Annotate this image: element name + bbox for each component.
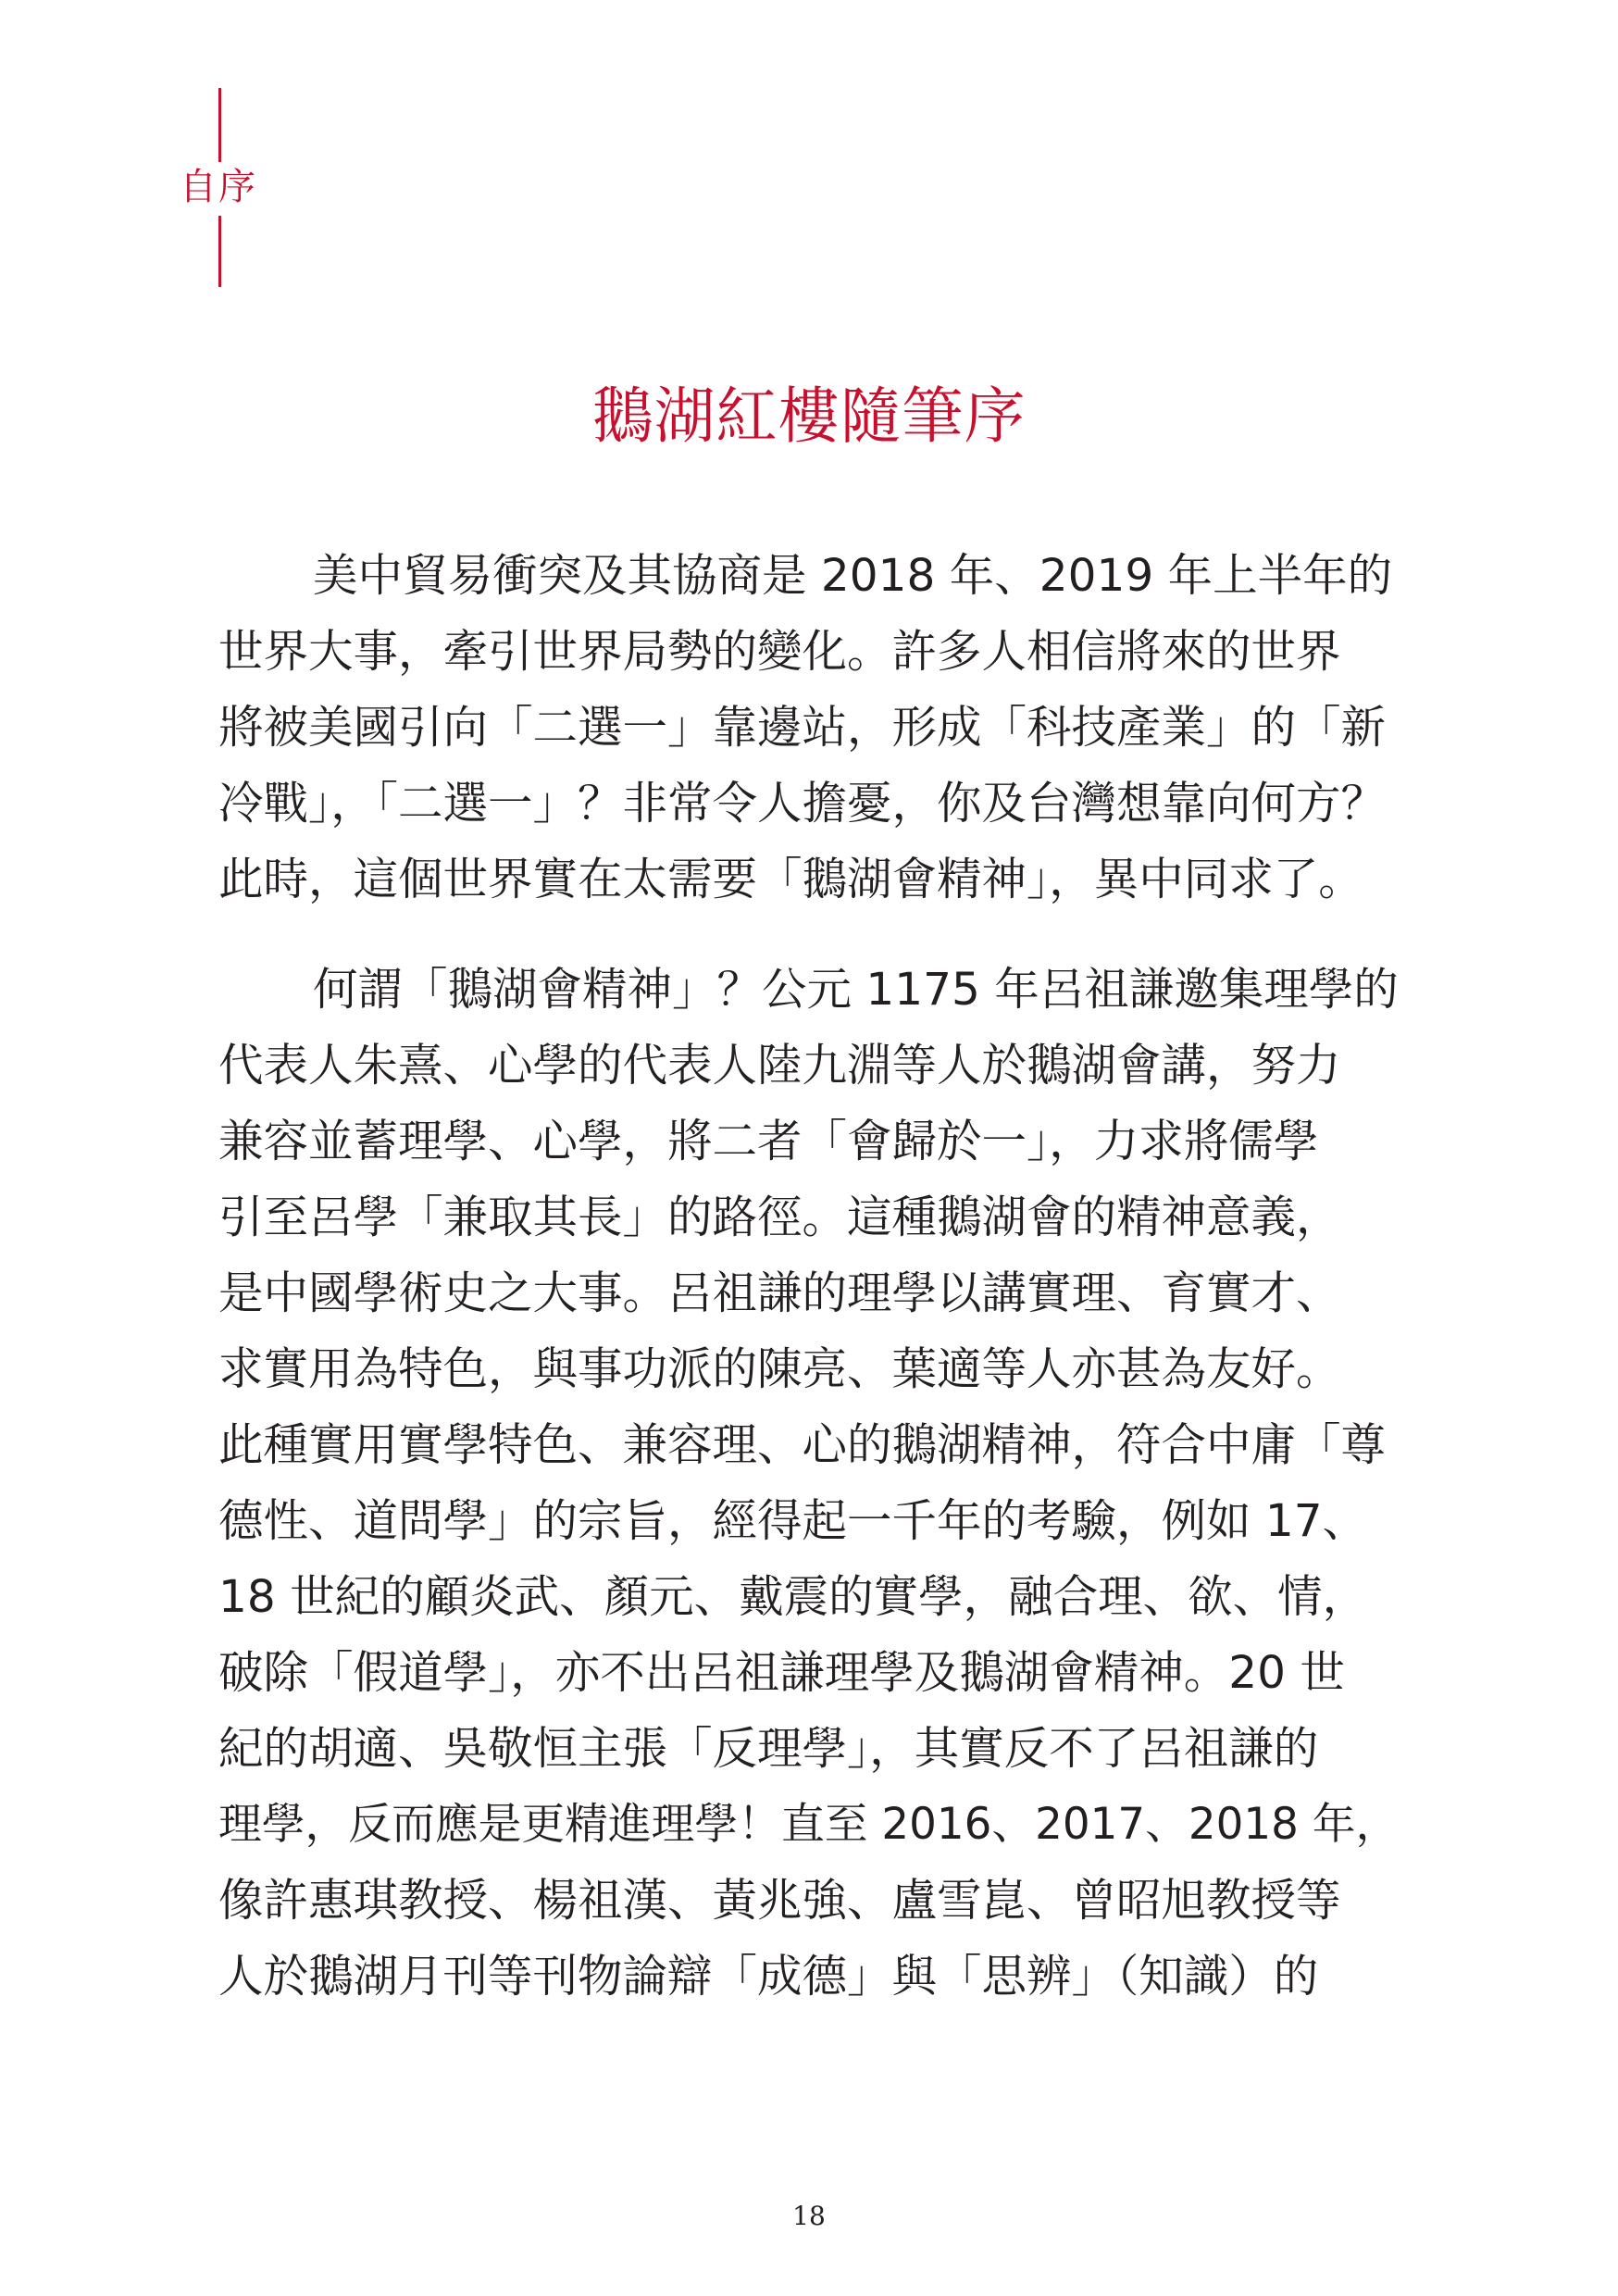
body-line: 人於鵝湖月刊等刊物論辯「成德」與「思辨」（知識）的 [218, 1951, 1319, 2003]
page-title: 鵝湖紅樓隨筆序 [591, 381, 1027, 452]
body-line: 此種實用實學特色、兼容理、心的鵝湖精神，符合中庸「尊 [218, 1419, 1387, 1471]
body-line: 世界大事，牽引世界局勢的變化。許多人相信將來的世界 [218, 626, 1341, 678]
body-line: 是中國學術史之大事。呂祖謙的理學以講實理、育實才、 [218, 1267, 1341, 1319]
body-line: 18 世紀的顧炎武、顏元、戴震的實學，融合理、欲、情， [218, 1571, 1368, 1623]
body-line: 兼容並蓄理學、心學，將二者「會歸於一」，力求將儒學 [218, 1116, 1319, 1167]
body-line: 紀的胡適、吳敬恒主張「反理學」，其實反不了呂祖謙的 [218, 1723, 1319, 1775]
body-line: 像許惠琪教授、楊祖漢、黃兆強、盧雪崑、曾昭旭教授等 [218, 1875, 1341, 1927]
body-line: 引至呂學「兼取其長」的路徑。這種鵝湖會的精神意義， [218, 1192, 1341, 1243]
section-label: 自序 [180, 166, 257, 208]
body-line: 冷戰」，「二選一」？非常令人擔憂，你及台灣想靠向何方？ [218, 778, 1387, 830]
section-rule-bottom [218, 216, 221, 287]
body-line: 理學，反而應是更精進理學！直至 2016、2017、2018 年， [218, 1800, 1400, 1850]
body-line: 何謂「鵝湖會精神」？公元 1175 年呂祖謙邀集理學的 [313, 964, 1399, 1016]
body-line: 將被美國引向「二選一」靠邊站，形成「科技產業」的「新 [218, 702, 1387, 754]
body-line: 破除「假道學」，亦不出呂祖謙理學及鵝湖會精神。20 世 [218, 1647, 1345, 1699]
body-line: 德性、道問學」的宗旨，經得起一千年的考驗，例如 17、 [218, 1495, 1368, 1547]
page-number: 18 [792, 2201, 826, 2231]
body-line: 此時，這個世界實在太需要「鵝湖會精神」，異中同求了。 [218, 854, 1363, 905]
section-rule-top [218, 88, 221, 162]
body-line: 求實用為特色，與事功派的陳亮、葉適等人亦甚為友好。 [218, 1343, 1341, 1395]
body-line: 美中貿易衝突及其協商是 2018 年、2019 年上半年的 [313, 550, 1393, 602]
body-line: 代表人朱熹、心學的代表人陸九淵等人於鵝湖會講，努力 [218, 1040, 1341, 1092]
